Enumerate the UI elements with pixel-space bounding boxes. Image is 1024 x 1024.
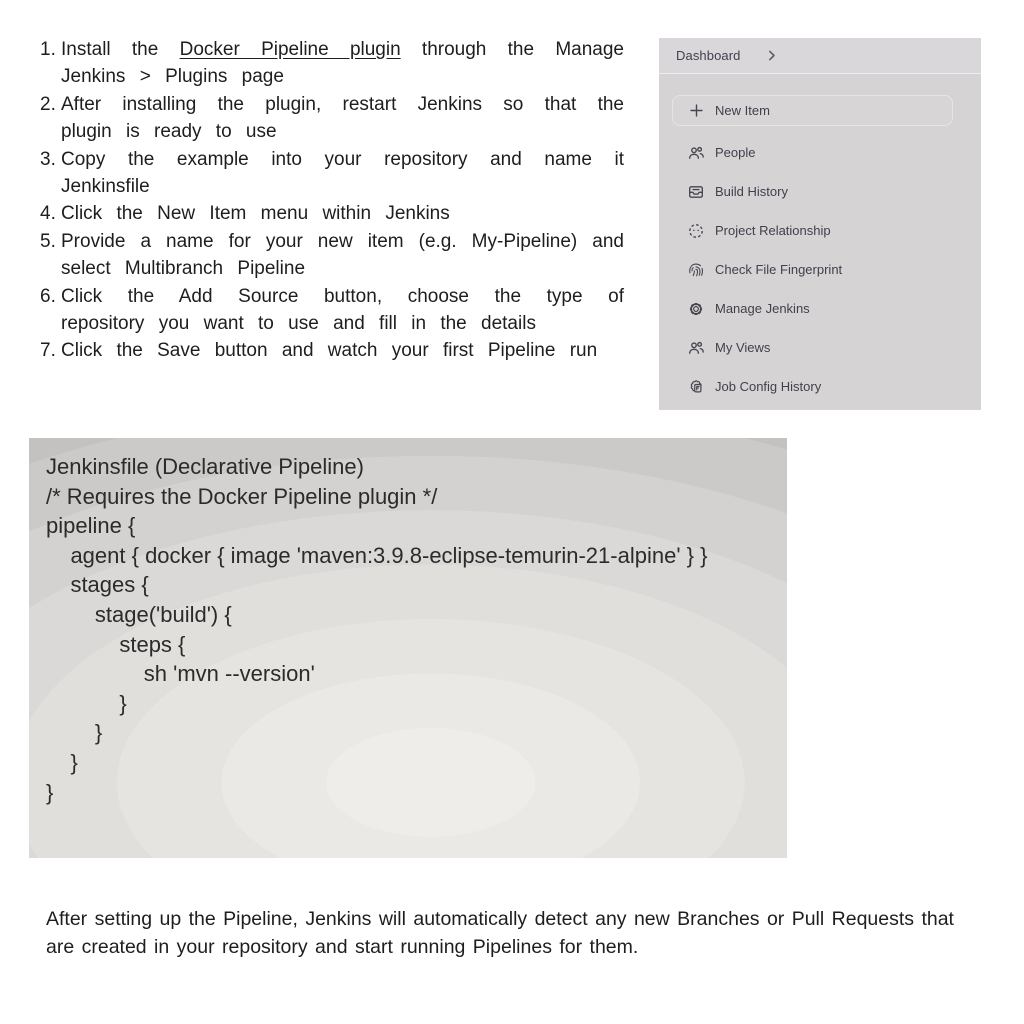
code-line: agent { docker { image 'maven:3.9.8-eclipse-temurin-21-alpine' } } [46,542,708,568]
step-text [61,36,624,91]
step-text-after: through the Manage Jenkins > Plugins page [61,39,624,88]
sidebar-item-job-config-history[interactable] [659,367,981,406]
step-number: 5. [40,230,56,252]
step-text-before: Install the [61,39,180,60]
step-text: Click the New Item menu within Jenkins [61,203,450,225]
sidebar-item-label: Check File Fingerprint [715,262,843,277]
new-item-button[interactable] [672,95,953,126]
code-line: } [46,749,78,775]
footer-paragraph: After setting up the Pipeline, Jenkins will automatically detect any new Branches or Pull Requests that are created in your repository and start running Pipelines for them. [46,908,954,958]
gear-icon [687,300,705,318]
step-text: After installing the plugin, restart Jenkins so that the plugin is ready to use [61,93,624,143]
sidebar-item-manage-jenkins[interactable] [659,289,981,328]
sidebar-item-label: Project Relationship [715,223,831,238]
code-line: stages { [46,572,149,598]
job-config-history-icon [687,378,705,396]
step-text: Click the Add Source button, choose the type of repository you want to use and fill in the details [61,285,624,335]
code-line: } [46,720,103,746]
instruction-step-6 [40,283,624,338]
code-line: /* Requires the Docker Pipeline plugin */ [46,483,438,509]
people-icon [687,144,705,162]
instruction-list [40,36,624,365]
step-number: 4. [40,203,56,225]
step-text: Provide a name for your new item (e.g. My-Pipeline) and select Multibranch Pipeline [61,230,624,280]
code-line: } [46,779,54,805]
instruction-step-7 [40,337,624,364]
docker-pipeline-plugin-link[interactable]: Docker Pipeline plugin [179,39,401,60]
sidebar-item-build-history[interactable] [659,172,981,211]
sidebar-menu [659,133,981,406]
step-text: Copy the example into your repository and name it Jenkinsfile [61,148,624,198]
instruction-step-5 [40,228,624,283]
step-number: 1. [40,39,56,60]
code-line: Jenkinsfile (Declarative Pipeline) [46,454,364,479]
sidebar-item-my-views[interactable] [659,328,981,367]
instruction-step-4 [40,200,624,227]
sidebar-item-label: Manage Jenkins [715,301,810,316]
project-relationship-icon [687,222,705,240]
sidebar-item-label: Job Config History [715,379,822,394]
my-views-icon [687,339,705,357]
sidebar-item-people[interactable] [659,133,981,172]
instruction-step-1 [40,36,624,91]
sidebar-item-label: Build History [715,184,788,199]
step-number: 7. [40,340,56,362]
code-line: } [46,690,127,716]
build-history-icon [687,183,705,201]
step-number: 6. [40,285,56,307]
code-line: stage('build') { [46,601,232,627]
step-number: 3. [40,148,56,170]
code-line: steps { [46,631,186,657]
fingerprint-icon [687,261,705,279]
new-item-label: New Item [715,103,770,118]
code-line: sh 'mvn --version' [46,661,315,687]
instruction-step-3 [40,146,624,201]
sidebar-item-label: People [715,145,756,160]
step-text: Click the Save button and watch your first Pipeline run [61,340,598,362]
plus-icon [687,102,705,120]
breadcrumb [659,38,981,74]
chevron-right-icon [768,50,776,61]
jenkins-sidebar [659,38,981,410]
code-line: pipeline { [46,513,136,539]
jenkinsfile-code-block [29,438,787,858]
sidebar-item-project-relationship[interactable] [659,211,981,250]
step-number: 2. [40,93,56,115]
sidebar-item-label: My Views [715,340,771,355]
instruction-step-2 [40,91,624,146]
sidebar-item-check-file-fingerprint[interactable] [659,250,981,289]
breadcrumb-dashboard-link[interactable]: Dashboard [676,48,741,63]
